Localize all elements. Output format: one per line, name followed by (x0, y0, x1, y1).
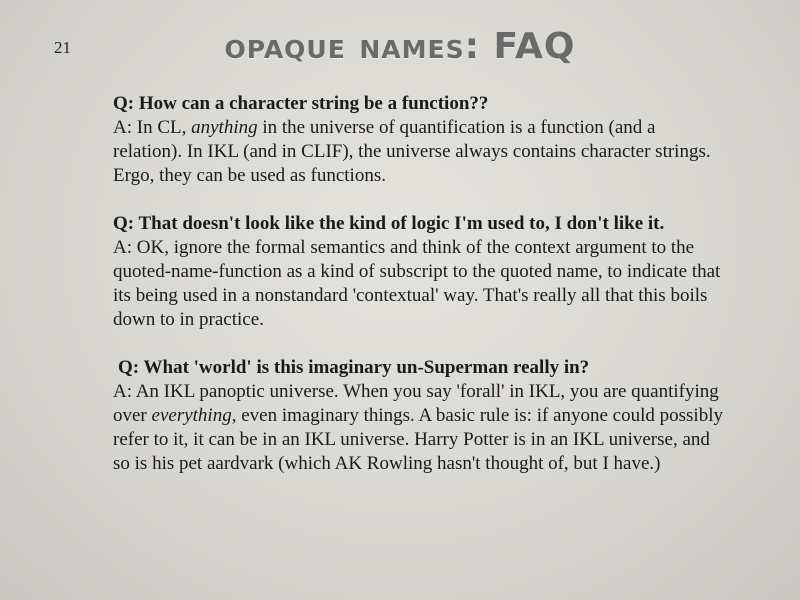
slide-title-faq: FAQ (479, 26, 576, 67)
faq-answer (113, 116, 723, 188)
faq-answer-text: A: OK, ignore the formal semantics and think of the context argument to the quoted-name-function as a kind of subscript to the quoted name, to indicate that its being used in a nonstandard 'contextual' way. That's really all that this boils down to in practice. (113, 237, 721, 330)
faq-list (113, 92, 723, 476)
faq-answer-text: A: In CL, (113, 117, 192, 138)
faq-answer (113, 380, 723, 476)
faq-answer-text: in the universe of quantification is a function (and a relation). In IKL (and in CLIF), the universe always contains character strings. Ergo, they can be used as functions. (113, 117, 711, 186)
slide-title-main: opaque names: (224, 26, 480, 67)
faq-question: Q: What 'world' is this imaginary un-Superman really in? (118, 357, 590, 378)
page-number: 21 (54, 38, 71, 57)
faq-item (113, 212, 723, 332)
faq-answer-emphasis: anything (191, 117, 258, 138)
faq-question: Q: That doesn't look like the kind of logic I'm used to, I don't like it. (113, 213, 665, 234)
slide-title (0, 26, 800, 67)
faq-answer-text: , even imaginary things. A basic rule is: if anyone could possibly refer to it, it can be in an IKL universe. Harry Potter is in an IKL universe, and so is his pet aardvark (which AK Rowling hasn't thought of, but I have.) (113, 405, 723, 474)
faq-answer-text: A: An IKL panoptic universe. When you say 'forall' in IKL, you are quantifying over (113, 381, 719, 426)
faq-answer-emphasis: everything (151, 405, 232, 426)
faq-question: Q: How can a character string be a function?? (113, 93, 489, 114)
faq-answer (113, 236, 723, 332)
faq-item (113, 92, 723, 188)
faq-item (113, 356, 723, 476)
